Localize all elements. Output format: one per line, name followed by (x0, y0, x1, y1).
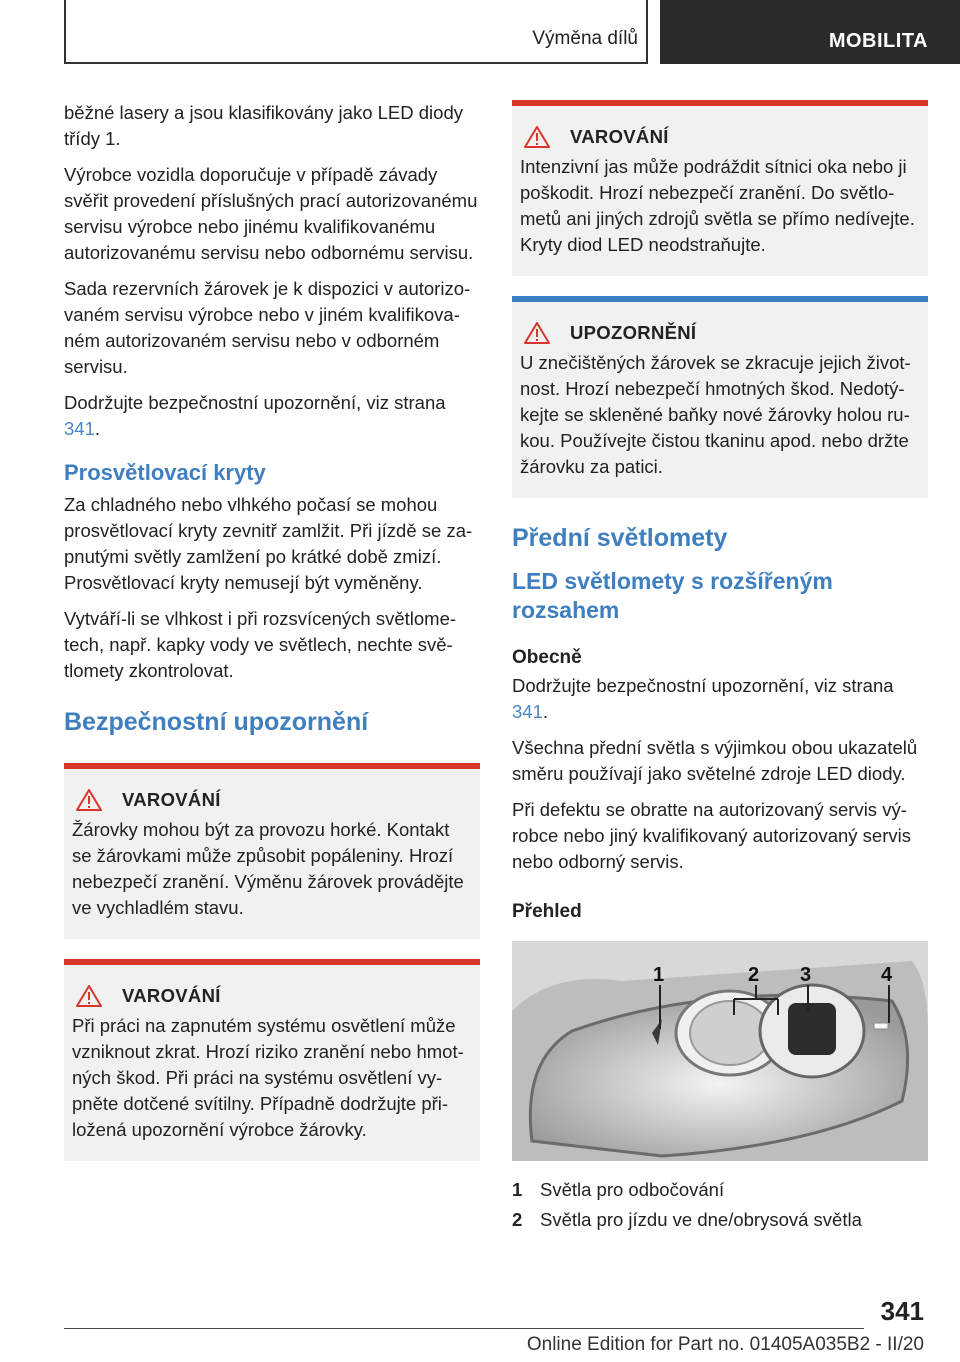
notice-text: U znečištěných žárovek se zkracuje jejich životnost. Hrozí nebezpečí hmotných škod. Nedotýkejte se skleněné baňky nové žárovky holou rukou. Používejte čistou tkaninu apod. nebo držte žárovku za patici. (520, 352, 911, 477)
warning-triangle-icon (76, 789, 102, 811)
chapter-label: MOBILITA (828, 29, 928, 52)
warning-title: VAROVÁNÍ (122, 789, 221, 810)
callout-2: 2 (748, 964, 760, 986)
paragraph: Při defektu se obratte na autorizovaný servis výrobce nebo jiný kvalifikovaný autorizovaný servis nebo odborný servis. (512, 799, 911, 872)
warning-box (512, 100, 928, 276)
warning-box (64, 763, 480, 939)
edition-footer: Online Edition for Part no. 01405A035B2 - II/20 (526, 1334, 924, 1355)
legend-item (512, 1205, 928, 1235)
paragraph: Všechna přední světla s výjimkou obou ukazatelů směru používají jako světelné zdroje LED diody. (512, 737, 918, 784)
page-reference-link[interactable]: 341 (64, 418, 95, 439)
headlight-illustration (512, 941, 928, 1161)
warning-title: VAROVÁNÍ (570, 126, 669, 147)
warning-title: VAROVÁNÍ (122, 985, 221, 1006)
legend-text: Světla pro jízdu ve dne/obrysová světla (540, 1209, 862, 1230)
legend-number: 2 (512, 1209, 523, 1230)
subheading-overview: Přehled (512, 901, 582, 922)
subheading-general: Obecně (512, 647, 582, 668)
header-chapter-tab (660, 0, 960, 64)
notice-title: UPOZORNĚNÍ (570, 322, 697, 343)
header-left-rule (64, 0, 66, 64)
warning-text: Při práci na zapnutém systému osvětlení může vzniknout zkrat. Hrozí riziko zranění nebo hmotných škod. Při práci na systému osvětlení vypněte dotčené svítilny. Případně dodržujte přiložená upozornění výrobce žárovky. (72, 1015, 464, 1140)
warning-text: Intenzivní jas může podráždit sítnici oka nebo ji poškodit. Hrozí nebezpečí zranění. Do světlometů ani jiných zdrojů světla se přímo nedívejte. Kryty diod LED neodstraňujte. (520, 156, 915, 255)
paragraph: Za chladného nebo vlhkého počasí se mohou prosvětlovací kryty zevnitř zamlžit. Při jízdě se zapnutými světly zamlžení po krátké době zmizí. Prosvětlovací kryty nemusejí být vyměněny. (64, 494, 473, 593)
notice-box (512, 296, 928, 498)
warning-triangle-icon (524, 126, 550, 148)
section-heading-safety: Bezpečnostní upozornění (64, 708, 369, 736)
paragraph: Výrobce vozidla doporučuje v případě závady svěřit provedení příslušných prací autorizovanému servisu výrobce nebo jinému kvalifikovanému autorizovanému servisu nebo odbornému servisu. (64, 164, 478, 263)
left-column (64, 100, 480, 1181)
warning-box (64, 959, 480, 1161)
paragraph-with-reference (512, 673, 928, 725)
section-heading-covers: Prosvětlovací kryty (64, 460, 266, 485)
footer-rule (64, 1328, 864, 1329)
legend-item (512, 1175, 928, 1205)
callout-3: 3 (800, 964, 812, 986)
reference-text: Dodržujte bezpečnostní upozornění, viz strana (512, 675, 894, 696)
paragraph-with-reference (64, 390, 480, 442)
subsection-heading-led: LED světlomety s rozšířeným rozsahem (512, 568, 833, 623)
paragraph: Vytváří-li se vlhkost i při rozsvícených světlometech, např. kapky vody ve světlech, nechte světlomety zkontrolovat. (64, 608, 457, 681)
paragraph: běžné lasery a jsou klasifikovány jako LED diody třídy 1. (64, 102, 463, 149)
legend-text: Světla pro odbočování (540, 1179, 725, 1200)
right-column (512, 100, 928, 1235)
reference-end: . (94, 418, 101, 439)
header-mid-rule (646, 0, 648, 64)
warning-text: Žárovky mohou být za provozu horké. Kontakt se žárovkami může způsobit popáleniny. Hrozí nebezpečí zranění. Výměnu žárovek provádějte ve vychladlém stavu. (72, 819, 464, 918)
header-bottom-rule (64, 62, 648, 64)
headlight-figure (512, 941, 928, 1161)
callout-1: 1 (653, 964, 665, 986)
notice-triangle-icon (524, 322, 550, 344)
section-heading-front-lights: Přední světlomety (512, 524, 728, 552)
warning-triangle-icon (76, 985, 102, 1007)
paragraph: Sada rezervních žárovek je k dispozici v autorizovaném servisu výrobce nebo v jiném kvalifikovaném autorizovaném servisu nebo v odborném servisu. (64, 278, 471, 377)
header-section-title: Výměna dílů (532, 28, 638, 49)
callout-4: 4 (881, 964, 893, 986)
legend-number: 1 (512, 1179, 523, 1200)
page-reference-link[interactable]: 341 (512, 701, 543, 722)
reference-text: Dodržujte bezpečnostní upozornění, viz strana (64, 392, 446, 413)
page-number: 341 (880, 1296, 924, 1326)
reference-end: . (542, 701, 549, 722)
